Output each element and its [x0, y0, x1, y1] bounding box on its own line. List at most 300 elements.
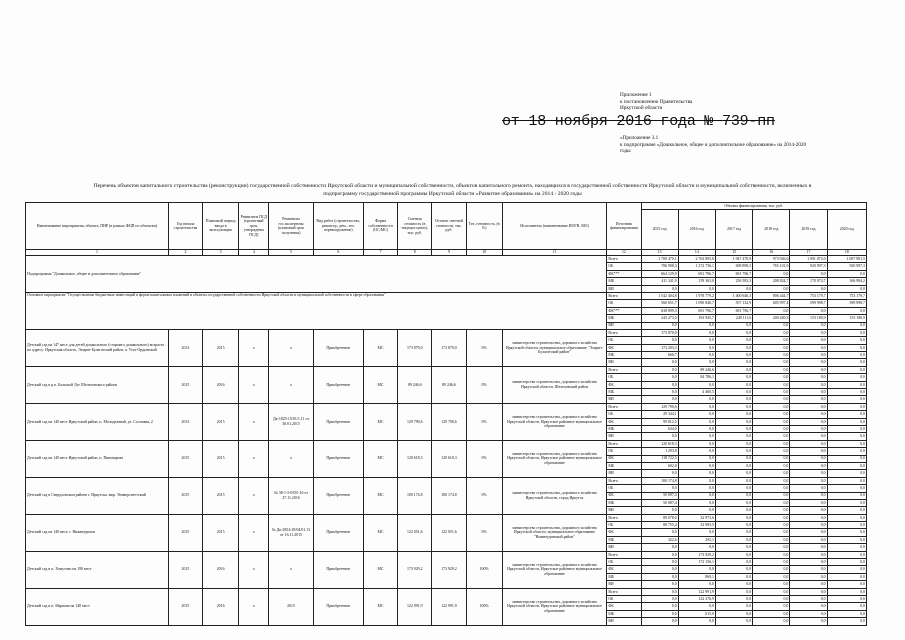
funding-value: 0,0 [641, 374, 678, 381]
work-type: Приобретение [313, 514, 363, 551]
start-year: 2013 [168, 403, 202, 440]
funding-source: ОБ [607, 448, 641, 455]
funding-source: МБ [607, 315, 641, 322]
funding-value: 0,0 [827, 544, 866, 551]
column-number: 8 [398, 250, 432, 256]
funding-source: ВИ [607, 433, 641, 440]
funding-value: 557 132,9 [715, 300, 752, 307]
funding-value: 173 203,3 [641, 344, 678, 351]
funding-value: 0,0 [753, 396, 790, 403]
funding-value: 0,0 [753, 603, 790, 610]
funding-value: 0,0 [678, 285, 715, 292]
funding-value: 1 400 646,3 [715, 292, 752, 299]
funding-value: 0,0 [827, 566, 866, 573]
funding-value: 0,0 [753, 492, 790, 499]
funding-value: 920 997,3 [790, 263, 827, 270]
end-year: 2016 [203, 366, 239, 403]
funding-value: 193 945,7 [678, 315, 715, 322]
funding-value: 0,0 [678, 418, 715, 425]
remaining-cost: 129 790,6 [432, 403, 466, 440]
appendix-line: Приложение 1 [620, 92, 652, 98]
funding-value: 0,0 [753, 581, 790, 588]
funding-value: 0,0 [678, 455, 715, 462]
funding-value: 0,0 [715, 566, 752, 573]
funding-value: 0,0 [641, 485, 678, 492]
funding-value: 0,0 [790, 551, 827, 558]
funding-source: Всего [607, 256, 641, 263]
funding-value: 0,0 [715, 477, 752, 484]
funding-value: 0,0 [753, 573, 790, 580]
column-number: 6 [313, 250, 363, 256]
funding-source: МБ [607, 425, 641, 432]
funding-value: 1 091 072,0 [790, 256, 827, 263]
funding-value: 0,0 [715, 411, 752, 418]
main-event-name: Основное мероприятие "Осуществление бюджетных инвестиций в форме капитальных вложений в объекты государственной собственности Иркутской области и муниципальной собственности в сфере образования" [26, 292, 607, 329]
funding-value: 0,0 [641, 588, 678, 595]
executor: министерство строительства, дорожного хозяйства Иркутской области, Иркутское районное муниципальное образование [502, 403, 607, 440]
readiness: 0% [466, 477, 502, 514]
funding-value: 0,0 [790, 329, 827, 336]
funding-source: Всего [607, 366, 641, 373]
funding-value: 0,0 [827, 433, 866, 440]
ownership: МС [363, 403, 397, 440]
funding-value: 2 763 895,8 [678, 256, 715, 263]
funding-value: 0,0 [827, 522, 866, 529]
funding-value: 0,0 [753, 462, 790, 469]
funding-value: 0,0 [678, 448, 715, 455]
funding-value: 0,0 [715, 544, 752, 551]
estimated-cost: 173 870,0 [398, 329, 432, 366]
object-name: Детский сад в п. Хомутово на 190 мест [26, 551, 169, 588]
funding-value: 0,0 [641, 381, 678, 388]
appendix-ref-line: к подпрограмме «Дошкольное, общее и дополнительное образование» на 2014-2020 [620, 141, 807, 148]
psd-details: х [239, 366, 269, 403]
funding-value: 0,0 [753, 337, 790, 344]
funding-value: 0,0 [678, 440, 715, 447]
col-header: Источник финансирования [607, 203, 641, 250]
funding-value: 0,0 [715, 470, 752, 477]
funding-value: 0,0 [753, 440, 790, 447]
col-header: Плановый период ввода в эксплуатацию [203, 203, 239, 250]
funding-value: 0,0 [790, 425, 827, 432]
year-header: 2017 год [715, 210, 752, 250]
funding-value: 245 273,0 [641, 315, 678, 322]
funding-value: 1 978 779,2 [678, 292, 715, 299]
funding-value: 0,0 [827, 329, 866, 336]
funding-value: 0,0 [678, 566, 715, 573]
funding-value: 88 755,4 [641, 522, 678, 529]
object-name: Детский сад на 140 мест Иркутский район, п. Молодежный, ул. Сосновая, 2 [26, 403, 169, 440]
funding-value: 89 078,0 [641, 514, 678, 521]
start-year: 2013 [168, 329, 202, 366]
expertise-details: № Дк-2854-29/04/01.13 от 16.11.2015 [269, 514, 313, 551]
funding-value: 0,0 [715, 352, 752, 359]
funding-value: 599 998,7 [827, 300, 866, 307]
funding-value: 0,0 [790, 477, 827, 484]
table-row [26, 588, 867, 595]
ownership: МС [363, 477, 397, 514]
expertise-details: х [269, 440, 313, 477]
executor: министерство строительства, дорожного хозяйства Иркутской области, Иркутское районное муниципальное образование [502, 551, 607, 588]
start-year: 2015 [168, 440, 202, 477]
funding-source: МБ [607, 278, 641, 285]
funding-value: 249 111,6 [715, 315, 752, 322]
funding-source: ВИ [607, 507, 641, 514]
start-year: 2015 [168, 588, 202, 625]
readiness: 100% [466, 551, 502, 588]
funding-value: 0,0 [753, 595, 790, 602]
funding-value: 0,0 [641, 595, 678, 602]
funding-value: 0,0 [715, 448, 752, 455]
end-year: 2015 [203, 514, 239, 551]
remaining-cost: 122 051,6 [432, 514, 466, 551]
funding-value: 0,0 [715, 455, 752, 462]
funding-value: 411 341,9 [641, 278, 678, 285]
table-body [26, 256, 867, 626]
funding-value: 0,0 [678, 485, 715, 492]
funding-value: 0,0 [678, 411, 715, 418]
funding-value: 0,0 [715, 610, 752, 617]
funding-value: 0,0 [753, 529, 790, 536]
funding-value: 0,0 [715, 507, 752, 514]
table-row [26, 329, 867, 336]
funding-value: 0,0 [790, 485, 827, 492]
funding-source: ОБ [607, 559, 641, 566]
funding-value: 0,0 [641, 470, 678, 477]
funding-value: 0,0 [678, 581, 715, 588]
funding-source: ФБ [607, 344, 641, 351]
funding-value: 973 926,6 [753, 256, 790, 263]
funding-value: 0,0 [678, 425, 715, 432]
col-header: Остаток сметной стоимости, тыс. руб. [432, 203, 466, 250]
funding-value: 0,0 [678, 344, 715, 351]
funding-value: 605 997,4 [753, 300, 790, 307]
funding-value: 118 722,5 [641, 455, 678, 462]
table-row [26, 366, 867, 373]
ownership: МС [363, 551, 397, 588]
funding-value: 173 870,0 [641, 329, 678, 336]
funding-value: 0,0 [790, 492, 827, 499]
funding-value: 0,0 [790, 536, 827, 543]
funding-value: 172 156,1 [678, 559, 715, 566]
funding-value: 0,0 [790, 499, 827, 506]
appendix-ref-line: «Приложение 3.1 [620, 135, 659, 141]
readiness: 0% [466, 403, 502, 440]
funding-value: 4 460,5 [678, 389, 715, 396]
document-title [20, 183, 885, 199]
funding-value: 0,0 [790, 396, 827, 403]
ownership: МС [363, 588, 397, 625]
funding-source: ВИ [607, 470, 641, 477]
funding-source: ОБ [607, 485, 641, 492]
funding-value: 84 786,1 [678, 374, 715, 381]
column-number: 16 [753, 250, 790, 256]
funding-value: 0,0 [641, 551, 678, 558]
funding-value: 0,0 [790, 470, 827, 477]
funding-value: 0,0 [790, 285, 827, 292]
funding-value: 159 363,0 [678, 278, 715, 285]
end-year: 2015 [203, 477, 239, 514]
funding-value: 0,0 [790, 581, 827, 588]
funding-value: 0,0 [678, 329, 715, 336]
object-name: Детский сад в п. Маркова на 140 мест [26, 588, 169, 625]
funding-value: 0,0 [715, 374, 752, 381]
funding-value: 0,0 [715, 573, 752, 580]
funding-source: ВИ [607, 322, 641, 329]
column-number: 13 [641, 250, 678, 256]
start-year: 2015 [168, 477, 202, 514]
psd-details: х [239, 514, 269, 551]
funding-value: 0,0 [715, 366, 752, 373]
funding-value: 0,0 [753, 477, 790, 484]
funding-value: 0,0 [827, 462, 866, 469]
funding-value: 0,0 [715, 603, 752, 610]
appendix-line: к постановлению Правительства [620, 98, 693, 105]
funding-value: 0,0 [678, 433, 715, 440]
funding-value: 0,0 [753, 551, 790, 558]
funding-source: МБ [607, 462, 641, 469]
funding-header: Объемы финансирования, тыс. руб. [641, 203, 866, 210]
funding-value: 0,0 [827, 307, 866, 314]
object-name: Детский сад на 147 мест для детей дошкольного (старшего дошкольного) возраста по адресу: Иркутская область, Эхирит-Булагатский район, п. Усть-Ордынский [26, 329, 169, 366]
funding-value: 0,0 [715, 440, 752, 447]
col-header: Реквизиты ПСД (проектный срок, утверждены ПСД) [239, 203, 269, 250]
funding-value: 0,0 [790, 522, 827, 529]
funding-value: 0,0 [790, 566, 827, 573]
funding-value: 0,0 [678, 603, 715, 610]
funding-value: 0,0 [753, 322, 790, 329]
funding-value: 0,0 [715, 499, 752, 506]
funding-value: 0,0 [790, 573, 827, 580]
col-header: Наименование мероприятия, объекта, ПИР (в рамках ФЦП по объектам) [26, 203, 169, 250]
funding-value: 0,0 [715, 359, 752, 366]
funding-source: ОБ [607, 263, 641, 270]
column-number: 11 [502, 250, 607, 256]
funding-value: 0,0 [827, 507, 866, 514]
funding-value: 0,0 [715, 522, 752, 529]
estimated-cost: 100 174,8 [398, 477, 432, 514]
psd-details: х [239, 551, 269, 588]
funding-value: 0,0 [715, 529, 752, 536]
funding-value: 0,0 [678, 618, 715, 625]
funding-value: 1 090 840,7 [678, 300, 715, 307]
year-header: 2018 год [753, 210, 790, 250]
table-row [26, 292, 867, 299]
funding-value: 0,0 [753, 433, 790, 440]
remaining-cost: 173 929,2 [432, 551, 466, 588]
funding-value: 0,0 [753, 352, 790, 359]
start-year: 2015 [168, 551, 202, 588]
funding-value: 0,0 [827, 418, 866, 425]
funding-value: 691 796,7 [715, 270, 752, 277]
funding-source: ОБ [607, 522, 641, 529]
table-row [26, 477, 867, 484]
funding-value: 0,0 [641, 396, 678, 403]
readiness: 0% [466, 366, 502, 403]
funding-value: 0,0 [827, 322, 866, 329]
funding-value: 0,0 [790, 462, 827, 469]
funding-value: 0,0 [827, 499, 866, 506]
funding-value: 99 812,5 [641, 418, 678, 425]
funding-value: 100 174,8 [641, 477, 678, 484]
readiness: 0% [466, 440, 502, 477]
funding-value: 0,0 [641, 603, 678, 610]
readiness: 0% [466, 329, 502, 366]
funding-source: Всего [607, 477, 641, 484]
table-row [26, 514, 867, 521]
funding-value: 0,0 [678, 544, 715, 551]
table-row [26, 440, 867, 447]
column-number: 10 [466, 250, 502, 256]
funding-value: 0,0 [827, 425, 866, 432]
remaining-cost: 122 991,9 [432, 588, 466, 625]
funding-source: ФБ [607, 492, 641, 499]
funding-value: 786 908,3 [641, 263, 678, 270]
funding-value: 0,0 [641, 610, 678, 617]
funding-value: 0,0 [790, 618, 827, 625]
funding-value: 0,0 [753, 507, 790, 514]
funding-value: 0,0 [753, 285, 790, 292]
funding-value: 0,0 [753, 329, 790, 336]
executor: министерство строительства, дорожного хозяйства Иркутской области, муниципальное образование "Нижнеудинский район" [502, 514, 607, 551]
estimated-cost: 173 929,2 [398, 551, 432, 588]
funding-value: 0,0 [678, 499, 715, 506]
funding-value: 806 444,7 [753, 292, 790, 299]
readiness: 100% [466, 588, 502, 625]
start-year: 2015 [168, 514, 202, 551]
funding-value: 0,0 [827, 588, 866, 595]
funding-value: 0,0 [790, 544, 827, 551]
funding-source: ФБ [607, 381, 641, 388]
funding-value: 0,0 [753, 536, 790, 543]
funding-value: 0,0 [753, 418, 790, 425]
object-name: Детский сад на 140 мест, г. Нижнеудинск [26, 514, 169, 551]
funding-value: 0,0 [790, 270, 827, 277]
remaining-cost: 120 618,3 [432, 440, 466, 477]
funding-value: 0,0 [678, 492, 715, 499]
funding-value: 200 449,3 [753, 315, 790, 322]
funding-value: 0,0 [790, 352, 827, 359]
psd-details: х [239, 403, 269, 440]
funding-value: 0,0 [790, 559, 827, 566]
funding-value: 0,0 [641, 618, 678, 625]
table-row [26, 551, 867, 558]
funding-value: 0,0 [715, 514, 752, 521]
funding-value: 0,0 [715, 337, 752, 344]
ownership: МС [363, 514, 397, 551]
funding-value: 765 101,9 [753, 263, 790, 270]
funding-source: ВИ [607, 285, 641, 292]
executor: министерство строительства, дорожного хозяйства Иркутской области, Шелеховский район [502, 366, 607, 403]
funding-value: 0,0 [790, 507, 827, 514]
funding-value: 0,0 [827, 610, 866, 617]
psd-details: х [239, 588, 269, 625]
funding-value: 0,0 [678, 529, 715, 536]
funding-source: МБ [607, 573, 641, 580]
funding-value: 666,7 [641, 352, 678, 359]
funding-source: МБ [607, 610, 641, 617]
funding-value: 0,0 [827, 270, 866, 277]
funding-value: 0,0 [790, 610, 827, 617]
object-name: Детский сад на 140 мест Иркутский район, п. Пивоварова [26, 440, 169, 477]
col-header: Тех. готовность, (в %) [466, 203, 502, 250]
funding-source: ОБ [607, 411, 641, 418]
end-year: 2015 [203, 329, 239, 366]
funding-value: 0,0 [827, 359, 866, 366]
funding-value: 753 179,7 [827, 292, 866, 299]
funding-value: 0,0 [827, 581, 866, 588]
funding-value: 0,0 [827, 381, 866, 388]
funding-value: 691 796,7 [678, 270, 715, 277]
objects-table [25, 202, 867, 626]
funding-value: 0,0 [827, 396, 866, 403]
header-row [26, 203, 867, 210]
funding-value: 0,0 [827, 374, 866, 381]
funding-value: 122 991,9 [678, 588, 715, 595]
funding-value: 50 097,4 [641, 492, 678, 499]
column-number: 1 [26, 250, 169, 256]
decree-stamp [502, 113, 775, 130]
funding-value: 0,0 [678, 462, 715, 469]
funding-value: 0,0 [641, 389, 678, 396]
funding-value: 1 542 404,8 [641, 292, 678, 299]
funding-value: 0,0 [790, 448, 827, 455]
funding-value: 0,0 [790, 595, 827, 602]
funding-value: 1 947 470,9 [715, 256, 752, 263]
expertise-details: х [269, 551, 313, 588]
funding-value: 29 344,1 [641, 411, 678, 418]
funding-value: 0,0 [678, 322, 715, 329]
funding-value: 0,0 [678, 381, 715, 388]
year-header: 2016 год [678, 210, 715, 250]
funding-value: 0,0 [641, 559, 678, 566]
funding-value: 0,0 [715, 433, 752, 440]
column-number: 9 [432, 250, 466, 256]
funding-source: Всего [607, 588, 641, 595]
funding-value: 0,0 [641, 581, 678, 588]
funding-value: 0,0 [715, 618, 752, 625]
funding-value: 0,0 [753, 307, 790, 314]
funding-value: 0,0 [753, 522, 790, 529]
funding-source: ФБ [607, 566, 641, 573]
funding-value: 0,0 [641, 433, 678, 440]
funding-value: 0,0 [790, 403, 827, 410]
funding-value: 0,0 [753, 618, 790, 625]
funding-value: 0,0 [827, 485, 866, 492]
funding-value: 0,0 [790, 411, 827, 418]
funding-source: Всего [607, 551, 641, 558]
work-type: Приобретение [313, 440, 363, 477]
funding-value: 0,0 [827, 618, 866, 625]
funding-source: МБ [607, 352, 641, 359]
funding-value: 0,0 [827, 411, 866, 418]
funding-value: 698 898,5 [715, 263, 752, 270]
funding-value: 0,0 [827, 492, 866, 499]
funding-value: 256 583,3 [715, 278, 752, 285]
funding-value: 0,0 [827, 595, 866, 602]
funding-value: 0,0 [641, 566, 678, 573]
funding-value: 0,0 [753, 359, 790, 366]
funding-value: 599 998,7 [790, 300, 827, 307]
funding-value: 0,0 [753, 448, 790, 455]
ownership: МС [363, 440, 397, 477]
ownership: МС [363, 366, 397, 403]
funding-value: 0,0 [715, 403, 752, 410]
funding-source: МБ [607, 389, 641, 396]
column-number: 2 [168, 250, 202, 256]
funding-value: 0,0 [827, 470, 866, 477]
column-number: 14 [678, 250, 715, 256]
